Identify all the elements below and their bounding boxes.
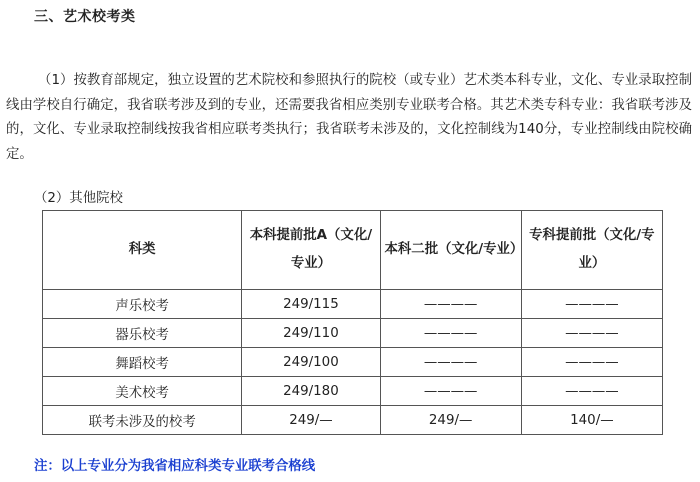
table-cell: 249/— bbox=[242, 406, 380, 435]
table-cell: ———— bbox=[380, 290, 521, 319]
footnote: 注：以上专业分为我省相应科类专业联考合格线 bbox=[34, 459, 316, 474]
table-cell: 140/— bbox=[521, 406, 662, 435]
header-undergrad-second: 本科二批（文化/专业） bbox=[380, 211, 521, 290]
score-table bbox=[42, 210, 663, 435]
table-cell: ———— bbox=[521, 290, 662, 319]
table-cell: ———— bbox=[380, 348, 521, 377]
table-cell: 249/— bbox=[380, 406, 521, 435]
table-cell-category: 舞蹈校考 bbox=[43, 348, 242, 377]
table-cell-category: 声乐校考 bbox=[43, 290, 242, 319]
table-cell: 249/110 bbox=[242, 319, 380, 348]
table-row bbox=[43, 406, 663, 435]
table-cell: ———— bbox=[521, 319, 662, 348]
table-row bbox=[43, 377, 663, 406]
policy-paragraph: （1）按教育部规定，独立设置的艺术院校和参照执行的院校（或专业）艺术类本科专业，文化、专业录取控制线由学校自行确定，我省联考涉及到的专业，还需要我省相应类别专业联考合格。其艺术类专科专业：我省联考涉及的，文化、专业录取控制线按我省相应联考类执行；我省联考未涉及的，文化控制线为140分，专业控制线由院校确定。 bbox=[6, 73, 692, 162]
table-cell: ———— bbox=[521, 348, 662, 377]
table-row bbox=[43, 319, 663, 348]
header-junior-college-early: 专科提前批（文化/专业） bbox=[521, 211, 662, 290]
table-cell-category: 器乐校考 bbox=[43, 319, 242, 348]
table-cell: ———— bbox=[521, 377, 662, 406]
table-cell-category: 美术校考 bbox=[43, 377, 242, 406]
header-category: 科类 bbox=[43, 211, 242, 290]
table-cell: 249/100 bbox=[242, 348, 380, 377]
table-cell: 249/115 bbox=[242, 290, 380, 319]
table-header-row bbox=[43, 211, 663, 290]
subheading-other-institutions: （2）其他院校 bbox=[34, 191, 123, 206]
table-cell: ———— bbox=[380, 319, 521, 348]
table-row bbox=[43, 290, 663, 319]
table-row bbox=[43, 348, 663, 377]
table-cell: 249/180 bbox=[242, 377, 380, 406]
header-undergrad-early-a: 本科提前批A（文化/专业） bbox=[242, 211, 380, 290]
table-cell: ———— bbox=[380, 377, 521, 406]
section-title: 三、艺术校考类 bbox=[34, 9, 136, 25]
table-cell-category: 联考未涉及的校考 bbox=[43, 406, 242, 435]
